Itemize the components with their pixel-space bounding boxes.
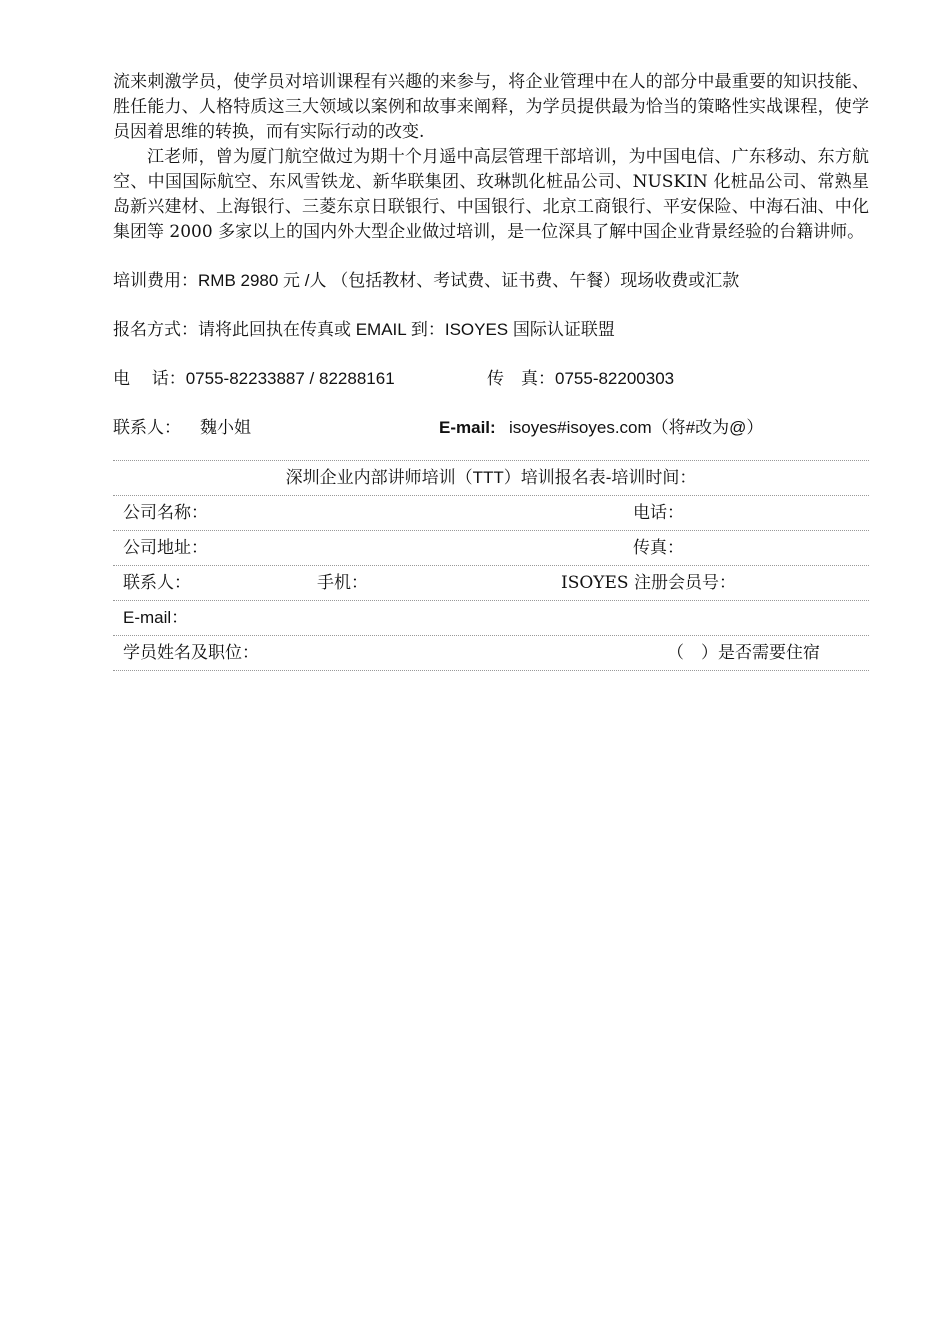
member-no-field[interactable]: ISOYES 注册会员号： (561, 573, 736, 593)
contact-label: 联系人： (113, 418, 181, 437)
company-address-field[interactable]: 公司地址： (123, 538, 208, 558)
form-row-email (113, 601, 869, 636)
form-row-contact (113, 566, 869, 601)
document-page (113, 70, 869, 671)
fax-field[interactable]: 传真： (633, 538, 684, 558)
contact-field[interactable]: 联系人： (123, 573, 191, 593)
registration-form (113, 460, 869, 671)
form-row-student (113, 636, 869, 671)
student-field[interactable]: 学员姓名及职位： (123, 643, 259, 663)
email-label: E-mail: (439, 418, 496, 437)
phone-fax-line (113, 367, 869, 391)
phone-info: 电 话：0755-82233887 / 82288161 (113, 369, 395, 388)
form-title: 深圳企业内部讲师培训（TTT）培训报名表-培训时间： (285, 468, 697, 487)
phone-field[interactable]: 电话： (633, 503, 684, 523)
trainer-paragraph: 江老师，曾为厦门航空做过为期十个月遥中高层管理干部培训，为中国电信、广东移动、东方航空、中国国际航空、东风雪铁龙、新华联集团、玫琳凯化桩品公司、NUSKIN 化桩品公司、常熟星岛新兴建材、上海银行、三菱东京日联银行、中国银行、北京工商银行、平安保险、中海石油、中化集团等 2000 多家以上的国内外大型企业做过培训，是一位深具了解中国企业背景经验的台籍讲师。 (113, 147, 869, 242)
fax-info: 传 真：0755-82200303 (487, 369, 675, 388)
lodging-field[interactable]: （ ）是否需要住宿 (667, 643, 820, 663)
contact-line (113, 416, 869, 440)
mobile-field[interactable]: 手机： (317, 573, 368, 593)
intro-paragraph: 流来刺激学员，使学员对培训课程有兴趣的来参与，将企业管理中在人的部分中最重要的知识技能、胜任能力、人格特质这三大领域以案例和故事来阐释，为学员提供最为恰当的策略性实战课程，使学员因着思维的转换，而有实际行动的改变. (113, 72, 869, 142)
form-row-address (113, 531, 869, 566)
signup-line (113, 318, 869, 342)
signup-label: 报名方式：请将此回执在传真或 EMAIL 到： (113, 320, 445, 339)
email-field[interactable]: E-mail： (123, 608, 189, 627)
email-value: isoyes#isoyes.com（将#改为@） (509, 418, 764, 437)
fee-line: 培训费用：RMB 2980 元 /人 （包括教材、考试费、证书费、午餐）现场收费或汇款 (113, 271, 740, 290)
form-title-row (113, 461, 869, 496)
company-name-field[interactable]: 公司名称： (123, 503, 208, 523)
signup-org: ISOYES 国际认证联盟 (444, 320, 615, 339)
contact-name: 魏小姐 (200, 418, 251, 437)
form-row-company (113, 496, 869, 531)
